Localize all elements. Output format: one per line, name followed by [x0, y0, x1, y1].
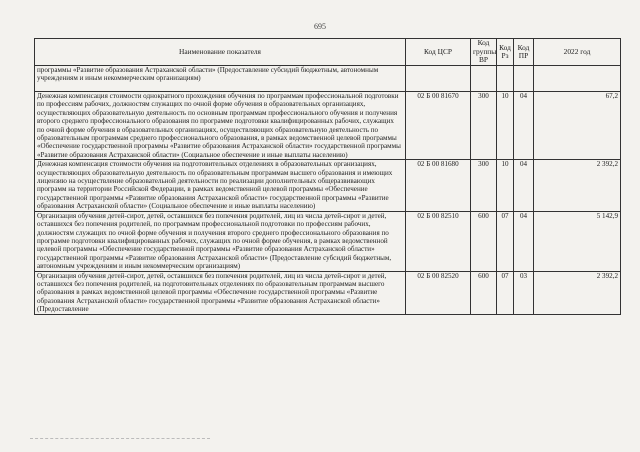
row-csr: 02 Б 00 81670 [406, 92, 471, 160]
row-amount: 5 142,9 [534, 211, 621, 271]
budget-table [34, 38, 621, 315]
row-pr: 04 [514, 160, 534, 211]
row-pr: 04 [514, 92, 534, 160]
table-row [35, 160, 621, 211]
row-vr: 600 [471, 211, 497, 271]
row-amount [534, 66, 621, 92]
row-amount: 2 392,2 [534, 271, 621, 314]
header-vr: Код группы ВР [471, 39, 497, 66]
table-row [35, 66, 621, 92]
row-name: Организация обучения детей-сирот, детей, оставшихся без попечения родителей, лиц из числа детей-сирот и детей, оставшихся без попечения родителей, по программам профессиональной подготовки по профессиям рабочих, должностям служащих по очной форме обучения и получения второго среднего профессионального образования по программе подготовки квалифицированных рабочих, служащих по очной форме обучения, в рамках ведомственной целевой программы «Обеспечение государственной программы «Развитие образования Астраханской области» государственной программы «Развитие образования Астраханской области» (Предоставление субсидий бюджетным, автономным учреждениям и иным некоммерческим организациям) [35, 211, 406, 271]
header-pr: Код ПР [514, 39, 534, 66]
row-rz: 10 [497, 160, 514, 211]
row-name: программы «Развитие образования Астраханской области» (Предоставление субсидий бюджетным, автономным учреждениям и иным некоммерческим организациям) [35, 66, 406, 92]
row-vr: 600 [471, 271, 497, 314]
table-row [35, 271, 621, 314]
row-vr [471, 66, 497, 92]
header-rz: Код Рз [497, 39, 514, 66]
row-vr: 300 [471, 160, 497, 211]
row-name: Организация обучения детей-сирот, детей, оставшихся без попечения родителей, лиц из числа детей-сирот и детей, оставшихся без попечения родителей, на подготовительных отделениях по образовательным программам высшего образования в рамках ведомственной целевой программы «Обеспечение государственной программы «Развитие образования Астраханской области» государственной программы «Развитие образования Астраханской области» (Предоставление [35, 271, 406, 314]
row-pr [514, 66, 534, 92]
row-amount: 67,2 [534, 92, 621, 160]
page-bottom-edge [30, 438, 210, 443]
row-name: Денежная компенсация стоимости обучения на подготовительных отделениях в образовательных организациях, осуществляющих образовательную деятельность по образовательным программам высшего образования и имеющих лицензию на осуществление образовательной деятельности по реализации дополнительных общеразвивающих программ на территории Российской Федерации, в рамках ведомственной целевой программы «Обеспечение государственной программы «Развитие образования Астраханской области» государственной программы «Развитие образования Астраханской области» (Социальное обеспечение и иные выплаты населению) [35, 160, 406, 211]
row-csr: 02 Б 00 82520 [406, 271, 471, 314]
row-vr: 300 [471, 92, 497, 160]
row-pr: 03 [514, 271, 534, 314]
row-name: Денежная компенсация стоимости однократного прохождения обучения по программам профессиональной подготовки по профессиям рабочих, должностям служащих по очной форме обучения в образовательных организациях, осуществляющих образовательную деятельность по основным программам профессионального обучения и получения второго среднего профессионального образования по программе подготовки квалифицированных рабочих, служащих по очной форме обучения в образовательных организациях, осуществляющих образовательную деятельность по образовательным программам среднего профессионального образования, в рамках ведомственной целевой программы «Обеспечение государственной программы «Развитие образования Астраханской области» государственной программы «Развитие образования Астраханской области» (Социальное обеспечение и иные выплаты населению) [35, 92, 406, 160]
row-rz: 10 [497, 92, 514, 160]
row-pr: 04 [514, 211, 534, 271]
header-csr: Код ЦСР [406, 39, 471, 66]
table-header-row [35, 39, 621, 66]
page-number: 695 [314, 22, 326, 31]
row-rz: 07 [497, 211, 514, 271]
row-csr: 02 Б 00 81680 [406, 160, 471, 211]
table-row [35, 211, 621, 271]
row-amount: 2 392,2 [534, 160, 621, 211]
header-name: Наименование показателя [35, 39, 406, 66]
row-csr [406, 66, 471, 92]
row-rz [497, 66, 514, 92]
row-csr: 02 Б 00 82510 [406, 211, 471, 271]
row-rz: 07 [497, 271, 514, 314]
table-row [35, 92, 621, 160]
header-year: 2022 год [534, 39, 621, 66]
